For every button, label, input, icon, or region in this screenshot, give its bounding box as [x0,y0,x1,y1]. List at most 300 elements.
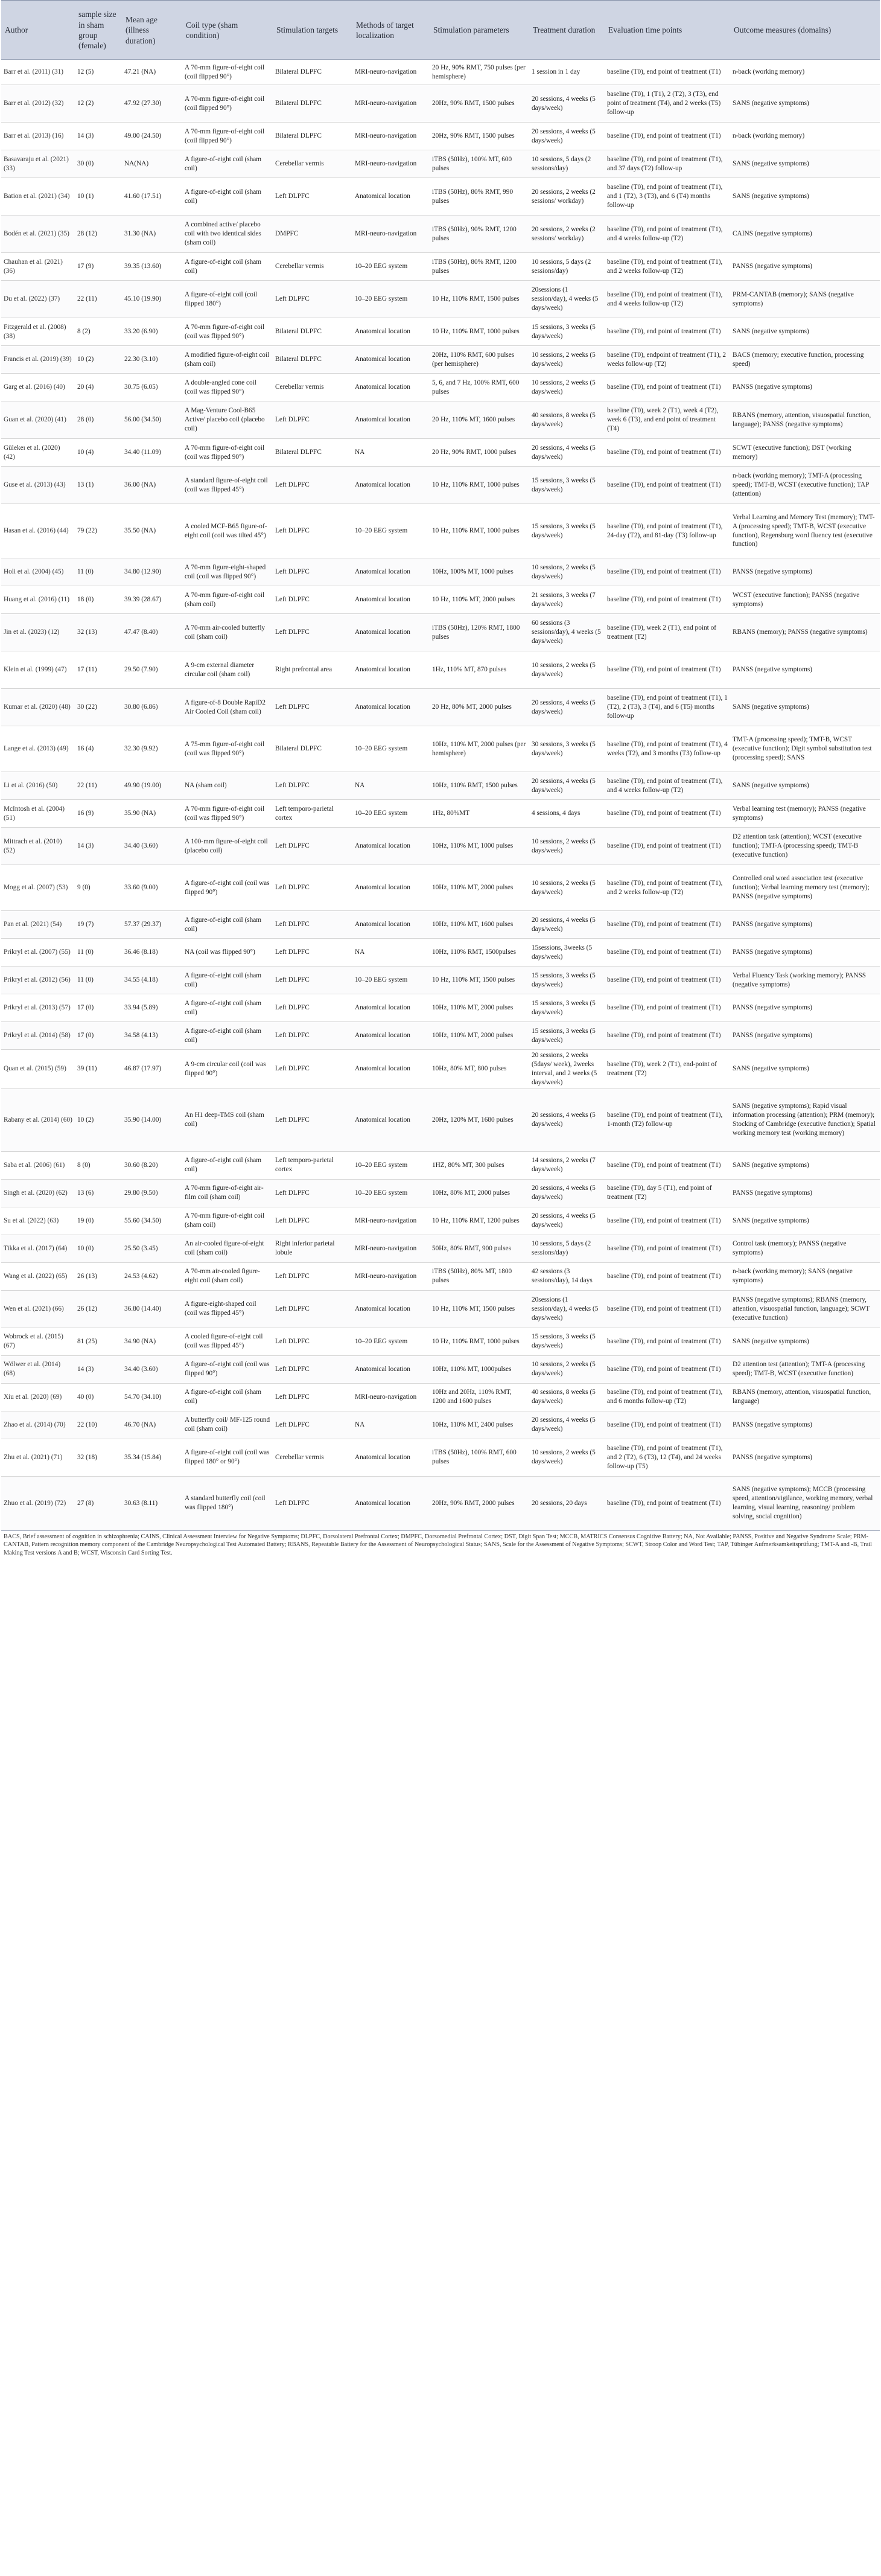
cell-evaluation-time-points: baseline (T0), end point of treatment (T1) [605,1328,730,1355]
cell-stimulation-targets: Left DLPFC [273,558,352,586]
table-row [1,216,880,253]
cell-stimulation-parameters: 10Hz, 110% RMT, 1500 pulses [430,772,529,800]
table-row [1,504,880,558]
cell-author: Saba et al. (2006) (61) [1,1151,75,1179]
cell-evaluation-time-points: baseline (T0), end point of treatment (T1), 4 weeks (T2), and 3 months (T3) follow-up [605,726,730,772]
table-row [1,1411,880,1439]
cell-localization-method: 10–20 EEG system [352,1328,430,1355]
cell-sample-size: 10 (2) [75,346,122,374]
cell-localization-method: Anatomical location [352,178,430,216]
table-row [1,1088,880,1151]
cell-treatment-duration: 40 sessions, 8 weeks (5 days/week) [529,401,605,439]
cell-treatment-duration: 20 sessions, 4 weeks (5 days/week) [529,439,605,467]
cell-author: Lange et al. (2013) (49) [1,726,75,772]
cell-coil-type: A 75-mm figure-of-eight coil (coil was flipped 90°) [182,726,273,772]
cell-treatment-duration: 10 sessions, 2 weeks (5 days/week) [529,865,605,911]
table-row [1,374,880,401]
cell-author: Prikryl et al. (2013) (57) [1,994,75,1022]
cell-author: Garg et al. (2016) (40) [1,374,75,401]
cell-mean-age: 24.53 (4.62) [122,1262,182,1290]
cell-localization-method: MRI-neuro-navigation [352,1383,430,1411]
cell-localization-method: MRI-neuro-navigation [352,1262,430,1290]
cell-coil-type: A double-angled cone coil (coil was flipped 90°) [182,374,273,401]
cell-treatment-duration: 10 sessions, 2 weeks (5 days/week) [529,651,605,689]
cell-sample-size: 20 (4) [75,374,122,401]
cell-evaluation-time-points: baseline (T0), end point of treatment (T1) [605,1022,730,1050]
cell-outcome-measures: SANS (negative symptoms) [730,178,880,216]
cell-outcome-measures: SANS (negative symptoms) [730,1050,880,1089]
cell-outcome-measures: SANS (negative symptoms); Rapid visual information processing (attention); PRM (memory); Stocking of Cambridge (executive function); Spatial working memory test (working memory) [730,1088,880,1151]
cell-treatment-duration: 20 sessions, 4 weeks (5 days/week) [529,1179,605,1207]
cell-outcome-measures: n-back (working memory); TMT-A (processing speed); TMT-B, WCST (executive function); TAP (attention) [730,467,880,504]
cell-localization-method: Anatomical location [352,346,430,374]
cell-mean-age: 36.46 (8.18) [122,939,182,967]
cell-coil-type: A 70-mm figure-of-eight coil (coil was flipped 90°) [182,318,273,346]
cell-outcome-measures: Control task (memory); PANSS (negative symptoms) [730,1235,880,1262]
cell-coil-type: A 70-mm figure-of-eight coil (coil was flipped 90°) [182,439,273,467]
cell-evaluation-time-points: baseline (T0), end point of treatment (T1) [605,967,730,994]
cell-stimulation-targets: Cerebellar vermis [273,253,352,281]
cell-mean-age: 34.40 (3.60) [122,1355,182,1383]
cell-mean-age: 33.60 (9.00) [122,865,182,911]
cell-outcome-measures: PANSS (negative symptoms) [730,1439,880,1476]
cell-mean-age: 22.30 (3.10) [122,346,182,374]
cell-coil-type: A figure-of-eight coil (sham coil) [182,178,273,216]
cell-author: Fitzgerald et al. (2008) (38) [1,318,75,346]
table-row [1,1476,880,1530]
cell-treatment-duration: 10 sessions, 2 weeks (5 days/week) [529,558,605,586]
cell-author: Guan et al. (2020) (41) [1,401,75,439]
table-footnote: BACS, Brief assessment of cognition in schizophrenia; CAINS, Clinical Assessment Interview for Negative Symptoms; DLPFC, Dorsolateral Prefrontal Cortex; DMPFC, Dorsomedial Prefrontal Cortex; DST, Digit Span Test; MCCB, MATRICS Consensus Cognitive Battery; NA, Not Available; PANSS, Positive and Negative Syndrome Scale; PRM-CANTAB, Pattern recognition memory component of the Cambridge Neuropsychological Test Automated Battery; RBANS, Repeatable Battery for the Assessment of Neuropsychological Status; SANS, Scale for the Assessment of Negative Symptoms; SCWT, Stroop Color and Word Test; TAP, Tübinger Aufmerksamkeitsprüfung; TMT-A and -B, Trail Making Test versions A and B; WCST, Wisconsin Card Sorting Test. [4,1533,872,1557]
cell-localization-method: 10–20 EEG system [352,281,430,318]
table-row [1,558,880,586]
column-header-evaluation-time-points: Evaluation time points [605,1,730,60]
column-header-sample-size: sample size in sham group (female) [75,1,122,60]
cell-treatment-duration: 10 sessions, 2 weeks (5 days/week) [529,1355,605,1383]
cell-coil-type: A modified figure-of-eight coil (sham coil) [182,346,273,374]
cell-coil-type: A 70-mm figure-of-eight coil (coil flipped 90°) [182,123,273,150]
cell-coil-type: A standard figure-of-eight coil (coil was flipped 45°) [182,467,273,504]
table-row [1,828,880,865]
cell-author: Zhuo et al. (2019) (72) [1,1476,75,1530]
cell-coil-type: A 100-mm figure-of-eight coil (placebo coil) [182,828,273,865]
cell-evaluation-time-points: baseline (T0), end point of treatment (T1) [605,586,730,614]
cell-treatment-duration: 15 sessions, 3 weeks (5 days/week) [529,967,605,994]
cell-stimulation-parameters: 20 Hz, 90% RMT, 1000 pulses [430,439,529,467]
table-row [1,281,880,318]
cell-outcome-measures: SANS (negative symptoms) [730,85,880,123]
cell-localization-method: 10–20 EEG system [352,1179,430,1207]
cell-outcome-measures: BACS (memory; executive function, processing speed) [730,346,880,374]
cell-evaluation-time-points: baseline (T0), end point of treatment (T1) [605,1262,730,1290]
cell-mean-age: 47.21 (NA) [122,60,182,85]
cell-evaluation-time-points: baseline (T0), endpoint of treatment (T1), 2 weeks follow-up (T2) [605,346,730,374]
cell-mean-age: 33.20 (6.90) [122,318,182,346]
cell-evaluation-time-points: baseline (T0), end point of treatment (T1) [605,123,730,150]
cell-treatment-duration: 14 sessions, 2 weeks (7 days/week) [529,1151,605,1179]
cell-stimulation-targets: Left DLPFC [273,967,352,994]
cell-stimulation-targets: Cerebellar vermis [273,374,352,401]
cell-coil-type: An air-cooled figure-of-eight coil (sham coil) [182,1235,273,1262]
cell-outcome-measures: PANSS (negative symptoms) [730,651,880,689]
cell-sample-size: 19 (0) [75,1207,122,1235]
cell-author: Bodén et al. (2021) (35) [1,216,75,253]
cell-evaluation-time-points: baseline (T0), end point of treatment (T1), and 4 weeks follow-up (T2) [605,216,730,253]
cell-localization-method: Anatomical location [352,1088,430,1151]
cell-stimulation-parameters: 10 Hz, 110% MT, 2000 pulses [430,586,529,614]
cell-outcome-measures: PANSS (negative symptoms); RBANS (memory, attention, visuospatial function, language); SCWT (executive function) [730,1290,880,1328]
table-row [1,60,880,85]
cell-treatment-duration: 20 sessions, 4 weeks (5 days/week) [529,1088,605,1151]
table-row [1,1050,880,1089]
cell-evaluation-time-points: baseline (T0), day 5 (T1), end point of treatment (T2) [605,1179,730,1207]
cell-coil-type: A figure-of-eight coil (sham coil) [182,1022,273,1050]
column-header-treatment-duration: Treatment duration [529,1,605,60]
cell-author: Wölwer et al. (2014) (68) [1,1355,75,1383]
table-row [1,939,880,967]
cell-outcome-measures: RBANS (memory, attention, visuospatial function, language) [730,1383,880,1411]
cell-localization-method: Anatomical location [352,467,430,504]
cell-mean-age: 34.40 (3.60) [122,828,182,865]
cell-coil-type: A figure-of-eight coil (coil flipped 180°) [182,281,273,318]
cell-outcome-measures: CAINS (negative symptoms) [730,216,880,253]
study-characteristics-table [1,0,880,1531]
cell-coil-type: A cooled figure-of-eight coil (coil was flipped 45°) [182,1328,273,1355]
cell-stimulation-parameters: 10Hz, 110% MT, 2400 pulses [430,1411,529,1439]
cell-author: Chauhan et al. (2021) (36) [1,253,75,281]
cell-treatment-duration: 20 sessions, 4 weeks (5 days/week) [529,123,605,150]
cell-evaluation-time-points: baseline (T0), end point of treatment (T1) [605,800,730,828]
cell-stimulation-parameters: 10 Hz, 110% RMT, 1000 pulses [430,1328,529,1355]
cell-evaluation-time-points: baseline (T0), end point of treatment (T1) [605,1235,730,1262]
cell-stimulation-targets: Right inferior parietal lobule [273,1235,352,1262]
table-row [1,651,880,689]
table-row [1,994,880,1022]
cell-stimulation-parameters: 10 Hz, 110% RMT, 1200 pulses [430,1207,529,1235]
cell-stimulation-parameters: 20 Hz, 90% RMT, 750 pulses (per hemisphere) [430,60,529,85]
cell-sample-size: 18 (0) [75,586,122,614]
column-header-stimulation-parameters: Stimulation parameters [430,1,529,60]
table-row [1,911,880,939]
cell-mean-age: 35.50 (NA) [122,504,182,558]
cell-stimulation-targets: Bilateral DLPFC [273,346,352,374]
cell-author: Guse et al. (2013) (43) [1,467,75,504]
cell-author: Zhao et al. (2014) (70) [1,1411,75,1439]
cell-stimulation-parameters: iTBS (50Hz), 100% MT, 600 pulses [430,150,529,178]
cell-author: Tikka et al. (2017) (64) [1,1235,75,1262]
cell-author: Barr et al. (2013) (16) [1,123,75,150]
cell-stimulation-targets: Left DLPFC [273,1355,352,1383]
cell-author: Huang et al. (2016) (11) [1,586,75,614]
cell-outcome-measures: PANSS (negative symptoms) [730,558,880,586]
cell-outcome-measures: D2 attention test (attention); TMT-A (processing speed); TMT-B, WCST (executive function) [730,1355,880,1383]
cell-outcome-measures: PANSS (negative symptoms) [730,1411,880,1439]
cell-stimulation-targets: Left DLPFC [273,586,352,614]
cell-sample-size: 14 (3) [75,123,122,150]
cell-localization-method: Anatomical location [352,1439,430,1476]
cell-coil-type: A 70-mm figure-of-eight coil (coil flipped 90°) [182,85,273,123]
cell-stimulation-targets: Right prefrontal area [273,651,352,689]
cell-stimulation-targets: Left DLPFC [273,1476,352,1530]
cell-author: Jin et al. (2023) (12) [1,614,75,651]
cell-sample-size: 11 (0) [75,939,122,967]
cell-outcome-measures: Verbal Learning and Memory Test (memory); TMT-A (processing speed); TMT-B, WCST (executive function), Regensburg word fluency test (executive function) [730,504,880,558]
cell-stimulation-targets: Left DLPFC [273,281,352,318]
cell-author: Wang et al. (2022) (65) [1,1262,75,1290]
cell-evaluation-time-points: baseline (T0), end point of treatment (T1) [605,60,730,85]
cell-stimulation-parameters: 1Hz, 80%MT [430,800,529,828]
cell-stimulation-targets: Left DLPFC [273,178,352,216]
cell-mean-age: 34.55 (4.18) [122,967,182,994]
cell-coil-type: A figure-of-eight coil (sham coil) [182,150,273,178]
cell-author: Prikryl et al. (2014) (58) [1,1022,75,1050]
cell-author: Holi et al. (2004) (45) [1,558,75,586]
cell-localization-method: Anatomical location [352,614,430,651]
cell-treatment-duration: 15sessions, 3weeks (5 days/week) [529,939,605,967]
cell-evaluation-time-points: baseline (T0), end point of treatment (T1), and 2 weeks follow-up (T2) [605,253,730,281]
cell-outcome-measures: Verbal learning test (memory); PANSS (negative symptoms) [730,800,880,828]
cell-outcome-measures: n-back (working memory) [730,60,880,85]
cell-coil-type: A figure-of-eight coil (coil was flipped 180° or 90°) [182,1439,273,1476]
cell-treatment-duration: 20 sessions, 4 weeks (5 days/week) [529,689,605,726]
cell-stimulation-targets: Left DLPFC [273,1290,352,1328]
cell-author: Zhu et al. (2021) (71) [1,1439,75,1476]
cell-sample-size: 9 (0) [75,865,122,911]
cell-author: Gülekeı et al. (2020) (42) [1,439,75,467]
cell-treatment-duration: 20 sessions, 4 weeks (5 days/week) [529,772,605,800]
cell-outcome-measures: SANS (negative symptoms); MCCB (processing speed, attention/vigilance, working memory, verbal learning, visual learning, reasoning/ problem solving, social cognition) [730,1476,880,1530]
cell-mean-age: 29.50 (7.90) [122,651,182,689]
table-row [1,1383,880,1411]
table-row [1,1262,880,1290]
cell-author: Xiu et al. (2020) (69) [1,1383,75,1411]
cell-stimulation-targets: Bilateral DLPFC [273,439,352,467]
cell-sample-size: 16 (4) [75,726,122,772]
cell-localization-method: 10–20 EEG system [352,967,430,994]
cell-stimulation-parameters: 10Hz, 110% MT, 1000pulses [430,1355,529,1383]
cell-stimulation-parameters: 20Hz, 90% RMT, 1500 pulses [430,85,529,123]
cell-stimulation-parameters: 10 Hz, 110% RMT, 1000 pulses [430,467,529,504]
cell-localization-method: Anatomical location [352,1022,430,1050]
cell-treatment-duration: 20sessions (1 session/day), 4 weeks (5 days/week) [529,1290,605,1328]
cell-localization-method: MRI-neuro-navigation [352,1235,430,1262]
cell-evaluation-time-points: baseline (T0), end point of treatment (T1), and 2 weeks follow-up (T2) [605,865,730,911]
cell-stimulation-parameters: 10Hz, 110% MT, 2000 pulses [430,865,529,911]
cell-mean-age: 49.90 (19.00) [122,772,182,800]
cell-sample-size: 14 (3) [75,1355,122,1383]
cell-stimulation-targets: Left DLPFC [273,994,352,1022]
cell-outcome-measures: SANS (negative symptoms) [730,1207,880,1235]
cell-evaluation-time-points: baseline (T0), end point of treatment (T1) [605,1151,730,1179]
cell-stimulation-targets: Left DLPFC [273,828,352,865]
cell-treatment-duration: 21 sessions, 3 weeks (7 days/week) [529,586,605,614]
cell-outcome-measures: PANSS (negative symptoms) [730,253,880,281]
cell-coil-type: A figure-of-eight coil (coil was flipped 90°) [182,865,273,911]
cell-mean-age: 34.58 (4.13) [122,1022,182,1050]
table-row [1,1151,880,1179]
cell-treatment-duration: 15 sessions, 3 weeks (5 days/week) [529,1022,605,1050]
cell-sample-size: 32 (18) [75,1439,122,1476]
cell-mean-age: 35.34 (15.84) [122,1439,182,1476]
cell-author: Prikryl et al. (2007) (55) [1,939,75,967]
cell-sample-size: 28 (0) [75,401,122,439]
cell-stimulation-targets: Left temporo-parietal cortex [273,1151,352,1179]
table-row [1,1355,880,1383]
cell-localization-method: Anatomical location [352,865,430,911]
cell-outcome-measures: SANS (negative symptoms) [730,1151,880,1179]
cell-stimulation-parameters: 10Hz, 110% MT, 2000 pulses [430,1022,529,1050]
table-row [1,865,880,911]
cell-stimulation-parameters: 10 Hz, 110% MT, 1500 pulses [430,1290,529,1328]
cell-evaluation-time-points: baseline (T0), end point of treatment (T1), 1 (T2), 2 (T3), 3 (T4), and 6 (T5) months follow-up [605,689,730,726]
cell-stimulation-parameters: iTBS (50Hz), 80% RMT, 990 pulses [430,178,529,216]
cell-evaluation-time-points: baseline (T0), end point of treatment (T1) [605,1290,730,1328]
cell-mean-age: 32.30 (9.92) [122,726,182,772]
cell-localization-method: 10–20 EEG system [352,504,430,558]
cell-evaluation-time-points: baseline (T0), end point of treatment (T1), and 2 (T2), 6 (T3), 12 (T4), and 24 weeks follow-up (T5) [605,1439,730,1476]
table-row [1,1290,880,1328]
cell-sample-size: 30 (22) [75,689,122,726]
table-row [1,726,880,772]
cell-treatment-duration: 60 sessions (3 sessions/day), 4 weeks (5 days/week) [529,614,605,651]
cell-stimulation-parameters: 10Hz, 100% MT, 1000 pulses [430,558,529,586]
cell-sample-size: 28 (12) [75,216,122,253]
table-row [1,178,880,216]
cell-evaluation-time-points: baseline (T0), end point of treatment (T1) [605,939,730,967]
cell-evaluation-time-points: baseline (T0), 1 (T1), 2 (T2), 3 (T3), end point of treatment (T4), and 2 weeks (T5) follow-up [605,85,730,123]
cell-mean-age: 34.90 (NA) [122,1328,182,1355]
column-header-mean-age: Mean age (illness duration) [122,1,182,60]
cell-sample-size: 12 (5) [75,60,122,85]
table-row [1,85,880,123]
cell-coil-type: NA (sham coil) [182,772,273,800]
cell-sample-size: 26 (13) [75,1262,122,1290]
cell-author: Quan et al. (2015) (59) [1,1050,75,1089]
cell-sample-size: 11 (0) [75,967,122,994]
cell-author: Klein et al. (1999) (47) [1,651,75,689]
cell-evaluation-time-points: baseline (T0), end point of treatment (T1), 1-month (T2) follow-up [605,1088,730,1151]
cell-evaluation-time-points: baseline (T0), end point of treatment (T1), 24-day (T2), and 81-day (T3) follow-up [605,504,730,558]
cell-stimulation-targets: Bilateral DLPFC [273,85,352,123]
cell-evaluation-time-points: baseline (T0), end point of treatment (T1), and 4 weeks follow-up (T2) [605,281,730,318]
cell-mean-age: 35.90 (14.00) [122,1088,182,1151]
cell-mean-age: 34.80 (12.90) [122,558,182,586]
cell-author: Su et al. (2022) (63) [1,1207,75,1235]
column-header-author: Author [1,1,75,60]
cell-outcome-measures: PANSS (negative symptoms) [730,1022,880,1050]
cell-outcome-measures: PANSS (negative symptoms) [730,911,880,939]
cell-sample-size: 13 (1) [75,467,122,504]
cell-stimulation-parameters: 10Hz, 110% MT, 1000 pulses [430,828,529,865]
cell-treatment-duration: 10 sessions, 5 days (2 sessions/day) [529,150,605,178]
cell-sample-size: 30 (0) [75,150,122,178]
cell-coil-type: A figure-eight-shaped coil (coil was flipped 45°) [182,1290,273,1328]
table-row [1,1235,880,1262]
cell-evaluation-time-points: baseline (T0), end point of treatment (T1) [605,467,730,504]
cell-localization-method: MRI-neuro-navigation [352,85,430,123]
cell-localization-method: NA [352,772,430,800]
cell-coil-type: A 70-mm figure-of-eight coil (sham coil) [182,586,273,614]
cell-treatment-duration: 15 sessions, 3 weeks (5 days/week) [529,504,605,558]
cell-sample-size: 8 (0) [75,1151,122,1179]
cell-mean-age: 36.80 (14.40) [122,1290,182,1328]
cell-sample-size: 17 (11) [75,651,122,689]
cell-coil-type: A cooled MCF-B65 figure-of-eight coil (coil was tilted 45°) [182,504,273,558]
cell-localization-method: Anatomical location [352,318,430,346]
cell-stimulation-targets: Left DLPFC [273,865,352,911]
cell-treatment-duration: 40 sessions, 8 weeks (5 days/week) [529,1383,605,1411]
cell-evaluation-time-points: baseline (T0), end point of treatment (T1), and 37 days (T2) follow-up [605,150,730,178]
cell-stimulation-parameters: 10Hz, 110% MT, 2000 pulses (per hemisphere) [430,726,529,772]
cell-treatment-duration: 4 sessions, 4 days [529,800,605,828]
cell-sample-size: 17 (9) [75,253,122,281]
cell-localization-method: Anatomical location [352,586,430,614]
cell-evaluation-time-points: baseline (T0), end point of treatment (T1), and 1 (T2), 3 (T3), and 6 (T4) months follow-up [605,178,730,216]
table-row [1,772,880,800]
cell-localization-method: Anatomical location [352,689,430,726]
cell-mean-age: 47.47 (8.40) [122,614,182,651]
cell-coil-type: A standard butterfly coil (coil was flipped 180°) [182,1476,273,1530]
table-row [1,123,880,150]
cell-outcome-measures: PANSS (negative symptoms) [730,1179,880,1207]
table-row [1,1179,880,1207]
cell-stimulation-parameters: 20Hz, 120% MT, 1680 pulses [430,1088,529,1151]
cell-treatment-duration: 20 sessions, 2 weeks (2 sessions/ workday) [529,216,605,253]
cell-localization-method: Anatomical location [352,651,430,689]
cell-sample-size: 17 (0) [75,1022,122,1050]
cell-stimulation-parameters: 10 Hz, 110% RMT, 1000 pulses [430,504,529,558]
cell-localization-method: NA [352,439,430,467]
cell-evaluation-time-points: baseline (T0), week 2 (T1), week 4 (T2), week 6 (T3), and end point of treatment (T4) [605,401,730,439]
cell-localization-method: MRI-neuro-navigation [352,60,430,85]
cell-coil-type: A figure-of-eight coil (sham coil) [182,253,273,281]
cell-treatment-duration: 20 sessions, 20 days [529,1476,605,1530]
cell-evaluation-time-points: baseline (T0), end point of treatment (T1) [605,994,730,1022]
cell-coil-type: A butterfly coil/ MF-125 round coil (sham coil) [182,1411,273,1439]
cell-stimulation-parameters: iTBS (50Hz), 100% RMT, 600 pulses [430,1439,529,1476]
cell-coil-type: A 70-mm figure-of-eight coil (sham coil) [182,1207,273,1235]
cell-outcome-measures: Verbal Fluency Task (working memory); PANSS (negative symptoms) [730,967,880,994]
cell-author: Kumar et al. (2020) (48) [1,689,75,726]
cell-stimulation-parameters: 5, 6, and 7 Hz, 100% RMT, 600 pulses [430,374,529,401]
cell-treatment-duration: 1 session in 1 day [529,60,605,85]
cell-stimulation-parameters: 20Hz, 90% RMT, 1500 pulses [430,123,529,150]
cell-sample-size: 40 (0) [75,1383,122,1411]
cell-author: Wen et al. (2021) (66) [1,1290,75,1328]
cell-mean-age: NA(NA) [122,150,182,178]
cell-stimulation-parameters: 1HZ, 80% MT, 300 pulses [430,1151,529,1179]
cell-treatment-duration: 20 sessions, 4 weeks (5 days/week) [529,1207,605,1235]
cell-localization-method: Anatomical location [352,401,430,439]
cell-treatment-duration: 10 sessions, 2 weeks (5 days/week) [529,374,605,401]
cell-coil-type: A figure-of-eight coil (sham coil) [182,967,273,994]
cell-localization-method: Anatomical location [352,1050,430,1089]
cell-outcome-measures: SANS (negative symptoms) [730,150,880,178]
cell-stimulation-parameters: 10Hz, 80% MT, 2000 pulses [430,1179,529,1207]
cell-treatment-duration: 15 sessions, 3 weeks (5 days/week) [529,994,605,1022]
cell-evaluation-time-points: baseline (T0), end point of treatment (T1) [605,1355,730,1383]
cell-mean-age: 30.75 (6.05) [122,374,182,401]
column-header-localization-method: Methods of target localization [352,1,430,60]
cell-treatment-duration: 30 sessions, 3 weeks (5 days/week) [529,726,605,772]
cell-stimulation-targets: Left DLPFC [273,1411,352,1439]
cell-treatment-duration: 10 sessions, 5 days (2 sessions/day) [529,253,605,281]
cell-mean-age: 35.90 (NA) [122,800,182,828]
cell-coil-type: A 9-cm circular coil (coil was flipped 90°) [182,1050,273,1089]
cell-stimulation-parameters: iTBS (50Hz), 120% RMT, 1800 pulses [430,614,529,651]
cell-mean-age: 41.60 (17.51) [122,178,182,216]
cell-outcome-measures: Controlled oral word association test (executive function); Verbal learning memory test (memory); PANSS (negative symptoms) [730,865,880,911]
